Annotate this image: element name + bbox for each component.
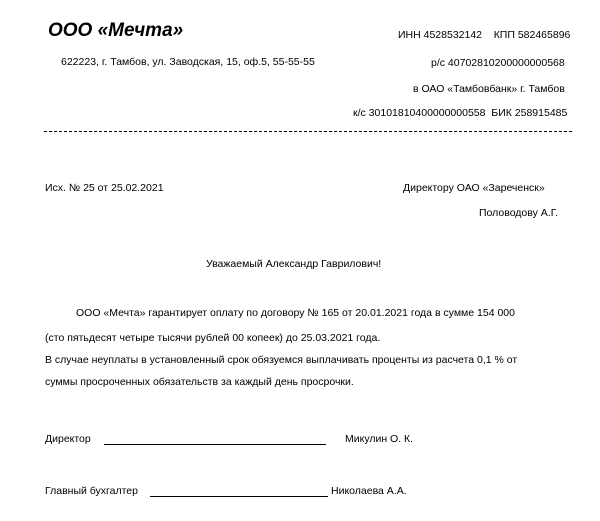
addressee-name: Половодову А.Г. <box>479 207 559 219</box>
accountant-signature-line <box>150 496 328 497</box>
corr-account-bik: к/с 30101810400000000558 БИК 258915485 <box>353 107 568 119</box>
greeting: Уважаемый Александр Гаврилович! <box>206 258 382 270</box>
inn-kpp: ИНН 4528532142 КПП 582465896 <box>398 29 571 41</box>
director-label: Директор <box>45 433 91 445</box>
body-line: (сто пятьдесят четыре тысячи рублей 00 копеек) до 25.03.2021 года. <box>45 332 381 344</box>
addressee-position: Директору ОАО «Зареченск» <box>403 182 545 194</box>
settlement-account: р/с 40702810200000000568 <box>431 57 565 69</box>
outgoing-number: Исх. № 25 от 25.02.2021 <box>45 182 164 194</box>
company-address: 622223, г. Тамбов, ул. Заводская, 15, оф.5, 55-55-55 <box>61 56 315 68</box>
director-signature-line <box>104 444 326 445</box>
accountant-name: Николаева А.А. <box>331 485 407 497</box>
body-line: В случае неуплаты в установленный срок обязуемся выплачивать проценты из расчета 0,1 % от <box>45 354 518 366</box>
company-name: ООО «Мечта» <box>48 20 184 41</box>
body-line: ООО «Мечта» гарантирует оплату по договору № 165 от 20.01.2021 года в сумме 154 000 <box>76 307 515 319</box>
accountant-label: Главный бухгалтер <box>45 485 138 497</box>
header-divider <box>44 131 572 132</box>
director-name: Микулин О. К. <box>345 433 414 445</box>
bank-name: в ОАО «Тамбовбанк» г. Тамбов <box>413 83 565 95</box>
body-line: суммы просроченных обязательств за каждый день просрочки. <box>45 376 354 388</box>
